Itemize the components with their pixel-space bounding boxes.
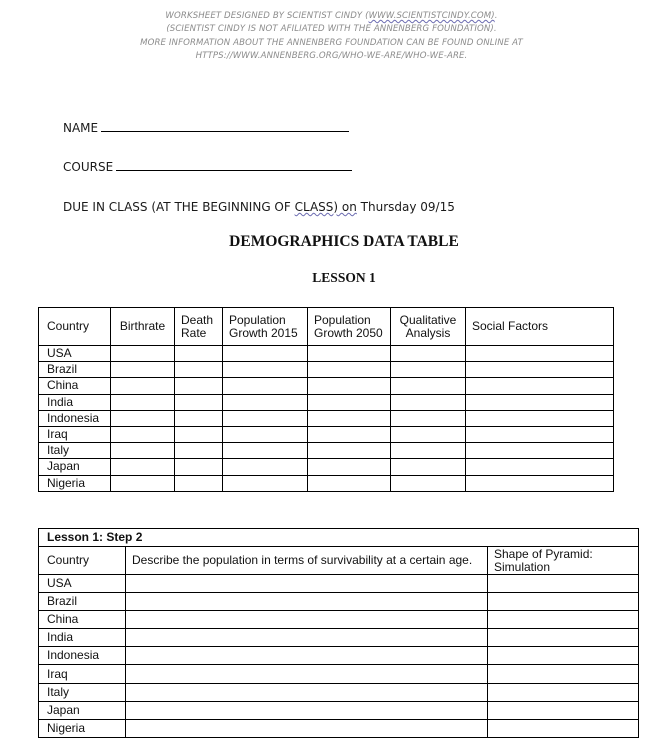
country-cell: Japan (39, 701, 126, 719)
growth-2015-cell[interactable] (223, 426, 308, 442)
growth-2050-cell[interactable] (308, 459, 391, 475)
due-date-line: DUE IN CLASS (AT THE BEGINNING OF CLASS) on Thursday 09/15 (63, 200, 455, 214)
birthrate-cell[interactable] (111, 362, 175, 378)
table-row (39, 611, 639, 629)
social-factors-cell[interactable] (466, 378, 614, 394)
qualitative-cell[interactable] (391, 443, 466, 459)
death-rate-cell[interactable] (175, 378, 223, 394)
birthrate-cell[interactable] (111, 378, 175, 394)
attribution-line-4: HTTPS://WWW.ANNENBERG.ORG/WHO-WE-ARE/WHO-WE-ARE. (195, 51, 468, 62)
attribution-line-1: WORKSHEET DESIGNED BY SCIENTIST CINDY (WWW.SCIENTISTCINDY.COM). (165, 11, 498, 21)
qualitative-cell[interactable] (391, 410, 466, 426)
table-row (39, 575, 639, 593)
death-rate-cell[interactable] (175, 362, 223, 378)
death-rate-cell[interactable] (175, 475, 223, 491)
course-label: COURSE (63, 160, 114, 174)
country-cell: Iraq (39, 665, 126, 683)
death-rate-cell[interactable] (175, 459, 223, 475)
social-factors-cell[interactable] (466, 459, 614, 475)
pyramid-shape-cell[interactable] (488, 683, 639, 701)
table-row (39, 459, 614, 475)
qualitative-cell[interactable] (391, 459, 466, 475)
qualitative-cell[interactable] (391, 475, 466, 491)
describe-cell[interactable] (126, 611, 488, 629)
describe-cell[interactable] (126, 593, 488, 611)
describe-cell[interactable] (126, 701, 488, 719)
country-cell: USA (39, 575, 126, 593)
demographics-data-table (38, 307, 614, 492)
social-factors-cell[interactable] (466, 475, 614, 491)
table-row (39, 629, 639, 647)
col-header-shape-of-pyramid: Shape of Pyramid: Simulation (488, 547, 639, 575)
pyramid-shape-cell[interactable] (488, 593, 639, 611)
growth-2050-cell[interactable] (308, 378, 391, 394)
death-rate-cell[interactable] (175, 443, 223, 459)
growth-2050-cell[interactable] (308, 475, 391, 491)
country-cell: Nigeria (39, 719, 126, 737)
country-cell: India (39, 629, 126, 647)
pyramid-shape-cell[interactable] (488, 575, 639, 593)
scientist-cindy-link[interactable]: WWW.SCIENTISTCINDY.COM) (368, 11, 495, 21)
growth-2015-cell[interactable] (223, 378, 308, 394)
birthrate-cell[interactable] (111, 426, 175, 442)
social-factors-cell[interactable] (466, 394, 614, 410)
attribution-line-3: MORE INFORMATION ABOUT THE ANNENBERG FOUNDATION CAN BE FOUND ONLINE AT (140, 37, 523, 48)
table-header-row (39, 308, 614, 346)
country-cell: China (39, 378, 111, 394)
country-cell: Iraq (39, 426, 111, 442)
describe-cell[interactable] (126, 683, 488, 701)
describe-cell[interactable] (126, 575, 488, 593)
death-rate-cell[interactable] (175, 426, 223, 442)
describe-cell[interactable] (126, 719, 488, 737)
table-row (39, 362, 614, 378)
growth-2015-cell[interactable] (223, 346, 308, 362)
birthrate-cell[interactable] (111, 410, 175, 426)
qualitative-cell[interactable] (391, 362, 466, 378)
country-cell: Japan (39, 459, 111, 475)
country-cell: Brazil (39, 593, 126, 611)
birthrate-cell[interactable] (111, 346, 175, 362)
describe-cell[interactable] (126, 665, 488, 683)
course-field (63, 160, 352, 174)
country-cell: Indonesia (39, 410, 111, 426)
birthrate-cell[interactable] (111, 475, 175, 491)
step-title: Lesson 1: Step 2 (39, 529, 639, 547)
describe-cell[interactable] (126, 647, 488, 665)
growth-2015-cell[interactable] (223, 475, 308, 491)
name-field (63, 121, 349, 135)
step-title-row (39, 529, 639, 547)
col-header-birthrate: Birthrate (111, 308, 175, 346)
table-row (39, 378, 614, 394)
pyramid-shape-cell[interactable] (488, 719, 639, 737)
name-label: NAME (63, 121, 99, 135)
table-row (39, 701, 639, 719)
country-cell: USA (39, 346, 111, 362)
col-header-death-rate: Death Rate (175, 308, 223, 346)
table-header-row (39, 547, 639, 575)
table-row (39, 683, 639, 701)
death-rate-cell[interactable] (175, 410, 223, 426)
growth-2015-cell[interactable] (223, 410, 308, 426)
name-blank-line[interactable] (101, 130, 349, 132)
pyramid-shape-cell[interactable] (488, 665, 639, 683)
col-header-qualitative-analysis: Qualitative Analysis (391, 308, 466, 346)
social-factors-cell[interactable] (466, 426, 614, 442)
pyramid-shape-cell[interactable] (488, 647, 639, 665)
country-cell: Indonesia (39, 647, 126, 665)
death-rate-cell[interactable] (175, 346, 223, 362)
country-cell: Italy (39, 683, 126, 701)
col-header-social-factors: Social Factors (466, 308, 614, 346)
social-factors-cell[interactable] (466, 410, 614, 426)
birthrate-cell[interactable] (111, 394, 175, 410)
qualitative-cell[interactable] (391, 346, 466, 362)
growth-2015-cell[interactable] (223, 362, 308, 378)
pyramid-shape-cell[interactable] (488, 611, 639, 629)
country-cell: Nigeria (39, 475, 111, 491)
page-title: DEMOGRAPHICS DATA TABLE (229, 233, 459, 250)
growth-2050-cell[interactable] (308, 346, 391, 362)
birthrate-cell[interactable] (111, 443, 175, 459)
table-row (39, 593, 639, 611)
growth-2050-cell[interactable] (308, 394, 391, 410)
growth-2050-cell[interactable] (308, 443, 391, 459)
attribution-line-2: (SCIENTIST CINDY IS NOT AFILIATED WITH THE ANNENBERG FOUNDATION). (166, 24, 497, 35)
country-cell: Brazil (39, 362, 111, 378)
growth-2050-cell[interactable] (308, 426, 391, 442)
social-factors-cell[interactable] (466, 346, 614, 362)
birthrate-cell[interactable] (111, 459, 175, 475)
qualitative-cell[interactable] (391, 426, 466, 442)
growth-2015-cell[interactable] (223, 394, 308, 410)
describe-cell[interactable] (126, 629, 488, 647)
table-row (39, 443, 614, 459)
col-header-country: Country (39, 547, 126, 575)
death-rate-cell[interactable] (175, 394, 223, 410)
social-factors-cell[interactable] (466, 443, 614, 459)
table-row (39, 647, 639, 665)
growth-2015-cell[interactable] (223, 459, 308, 475)
col-header-population-growth-2050: Population Growth 2050 (308, 308, 391, 346)
country-cell: Italy (39, 443, 111, 459)
col-header-country: Country (39, 308, 111, 346)
worksheet-attribution-note (0, 10, 663, 64)
table-row (39, 346, 614, 362)
course-blank-line[interactable] (116, 169, 352, 171)
qualitative-cell[interactable] (391, 394, 466, 410)
growth-2050-cell[interactable] (308, 410, 391, 426)
lesson-subtitle: LESSON 1 (312, 270, 376, 285)
country-cell: India (39, 394, 111, 410)
pyramid-shape-cell[interactable] (488, 701, 639, 719)
pyramid-shape-cell[interactable] (488, 629, 639, 647)
growth-2050-cell[interactable] (308, 362, 391, 378)
country-cell: China (39, 611, 126, 629)
qualitative-cell[interactable] (391, 378, 466, 394)
table-row (39, 719, 639, 737)
table-row (39, 394, 614, 410)
table-row (39, 665, 639, 683)
social-factors-cell[interactable] (466, 362, 614, 378)
spellcheck-flagged-text: CLASS) on (294, 200, 357, 214)
step-2-survivability-table (38, 528, 639, 738)
table-row (39, 426, 614, 442)
table-row (39, 410, 614, 426)
col-header-population-growth-2015: Population Growth 2015 (223, 308, 308, 346)
table-row (39, 475, 614, 491)
growth-2015-cell[interactable] (223, 443, 308, 459)
col-header-describe-population: Describe the population in terms of survivability at a certain age. (126, 547, 488, 575)
